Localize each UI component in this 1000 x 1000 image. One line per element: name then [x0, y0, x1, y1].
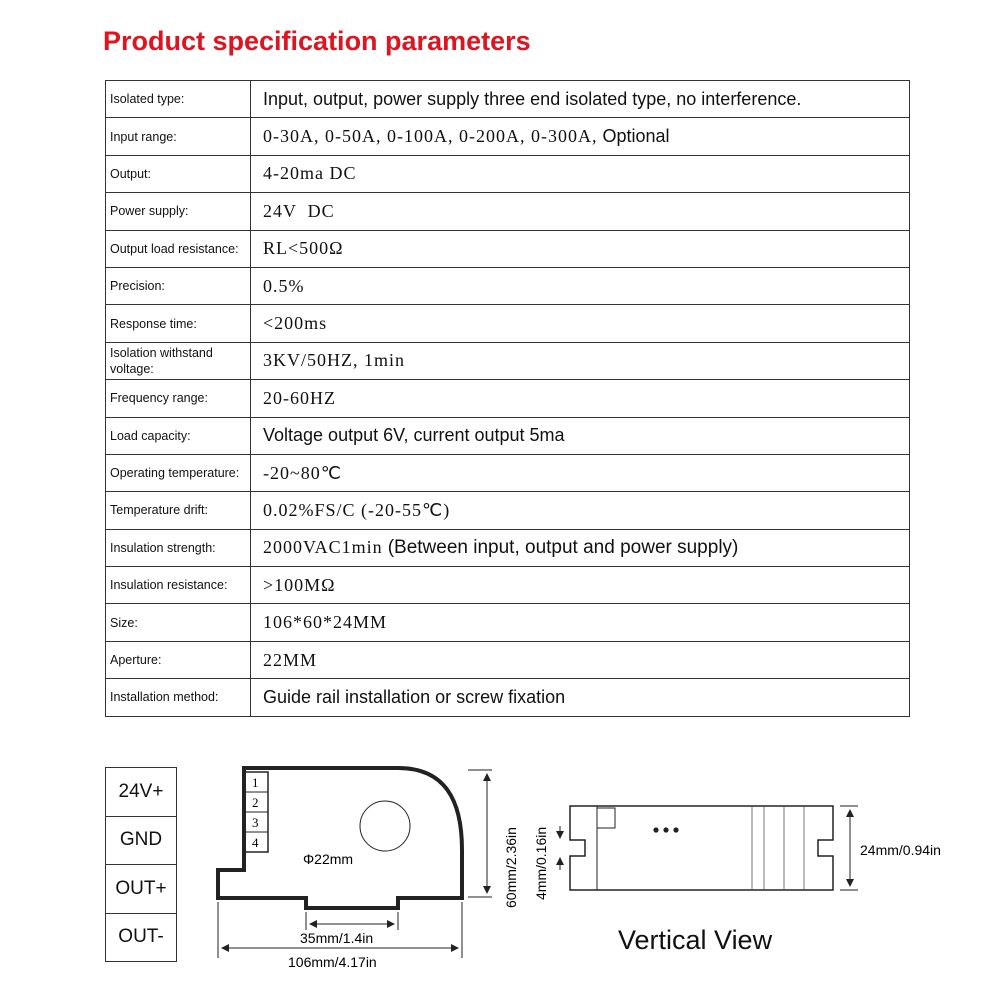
pin-out-plus: OUT+ — [106, 865, 177, 914]
spec-value: Voltage output 6V, current output 5ma — [251, 417, 910, 454]
spec-label: Output load resistance: — [106, 230, 251, 267]
spec-label: Aperture: — [106, 641, 251, 678]
spec-value-extra: (Between input, output and power supply) — [387, 536, 739, 558]
spec-label: Power supply: — [106, 193, 251, 230]
slot-dimension-label: 4mm/0.16in — [533, 826, 549, 900]
front-view-drawing — [218, 768, 519, 970]
depth-dimension-label: 24mm/0.94in — [860, 842, 941, 858]
spec-value: Input, output, power supply three end isolated type, no interference. — [251, 81, 910, 118]
width-dimension-label: 106mm/4.17in — [288, 954, 377, 970]
terminal-1: 1 — [252, 775, 259, 790]
spec-label: Temperature drift: — [106, 492, 251, 529]
terminal-4: 4 — [252, 835, 259, 850]
spec-value: 2000VAC1min — [263, 536, 383, 557]
terminal-3: 3 — [252, 815, 259, 830]
height-dimension-label: 60mm/2.36in — [503, 827, 519, 908]
pin-out-minus: OUT- — [106, 913, 177, 962]
spec-label: Insulation strength: — [106, 529, 251, 566]
terminal-window — [597, 808, 615, 828]
spec-value: <200ms — [251, 305, 910, 342]
spec-label: Input range: — [106, 118, 251, 155]
terminal-2: 2 — [252, 795, 259, 810]
indicator-dot — [653, 827, 658, 832]
spec-value: 0.02%FS/C (-20-55℃) — [251, 492, 910, 529]
indicator-dot — [663, 827, 668, 832]
pin-gnd: GND — [106, 816, 177, 865]
spec-value: 4-20ma DC — [251, 155, 910, 192]
spec-value: RL<500Ω — [251, 230, 910, 267]
spec-value: 0.5% — [251, 267, 910, 304]
side-outline — [570, 806, 833, 890]
page-title: Product specification parameters — [103, 26, 531, 56]
hole-diameter-label: Φ22mm — [303, 851, 354, 867]
spec-label: Response time: — [106, 305, 251, 342]
spec-value: 3KV/50HZ, 1min — [251, 342, 910, 379]
side-view-drawing — [533, 806, 941, 900]
spec-value: >100MΩ — [251, 567, 910, 604]
spec-label: Operating temperature: — [106, 454, 251, 491]
spec-label: Load capacity: — [106, 417, 251, 454]
spec-value: 22MM — [251, 641, 910, 678]
vertical-view-caption: Vertical View — [618, 925, 773, 955]
spec-label: Output: — [106, 155, 251, 192]
spec-label: Size: — [106, 604, 251, 641]
spec-value: 106*60*24MM — [251, 604, 910, 641]
spec-label: Isolated type: — [106, 81, 251, 118]
spec-value: 24V DC — [251, 193, 910, 230]
spec-label: Installation method: — [106, 679, 251, 716]
spec-value: 0-30A, 0-50A, 0-100A, 0-200A, 0-300A, — [263, 126, 598, 147]
spec-value-extra: Optional — [602, 126, 670, 147]
spec-value: 20-60HZ — [251, 380, 910, 417]
spec-label: Precision: — [106, 267, 251, 304]
spec-label: Insulation resistance: — [106, 567, 251, 604]
rail-width-label: 35mm/1.4in — [300, 930, 374, 946]
spec-value: -20~80℃ — [251, 454, 910, 491]
spec-label: Frequency range: — [106, 380, 251, 417]
indicator-dot — [673, 827, 678, 832]
spec-value: Guide rail installation or screw fixation — [251, 679, 910, 716]
aperture-hole — [360, 801, 410, 851]
spec-label: Isolation withstand voltage: — [106, 342, 251, 379]
pin-24v-plus: 24V+ — [106, 768, 177, 817]
